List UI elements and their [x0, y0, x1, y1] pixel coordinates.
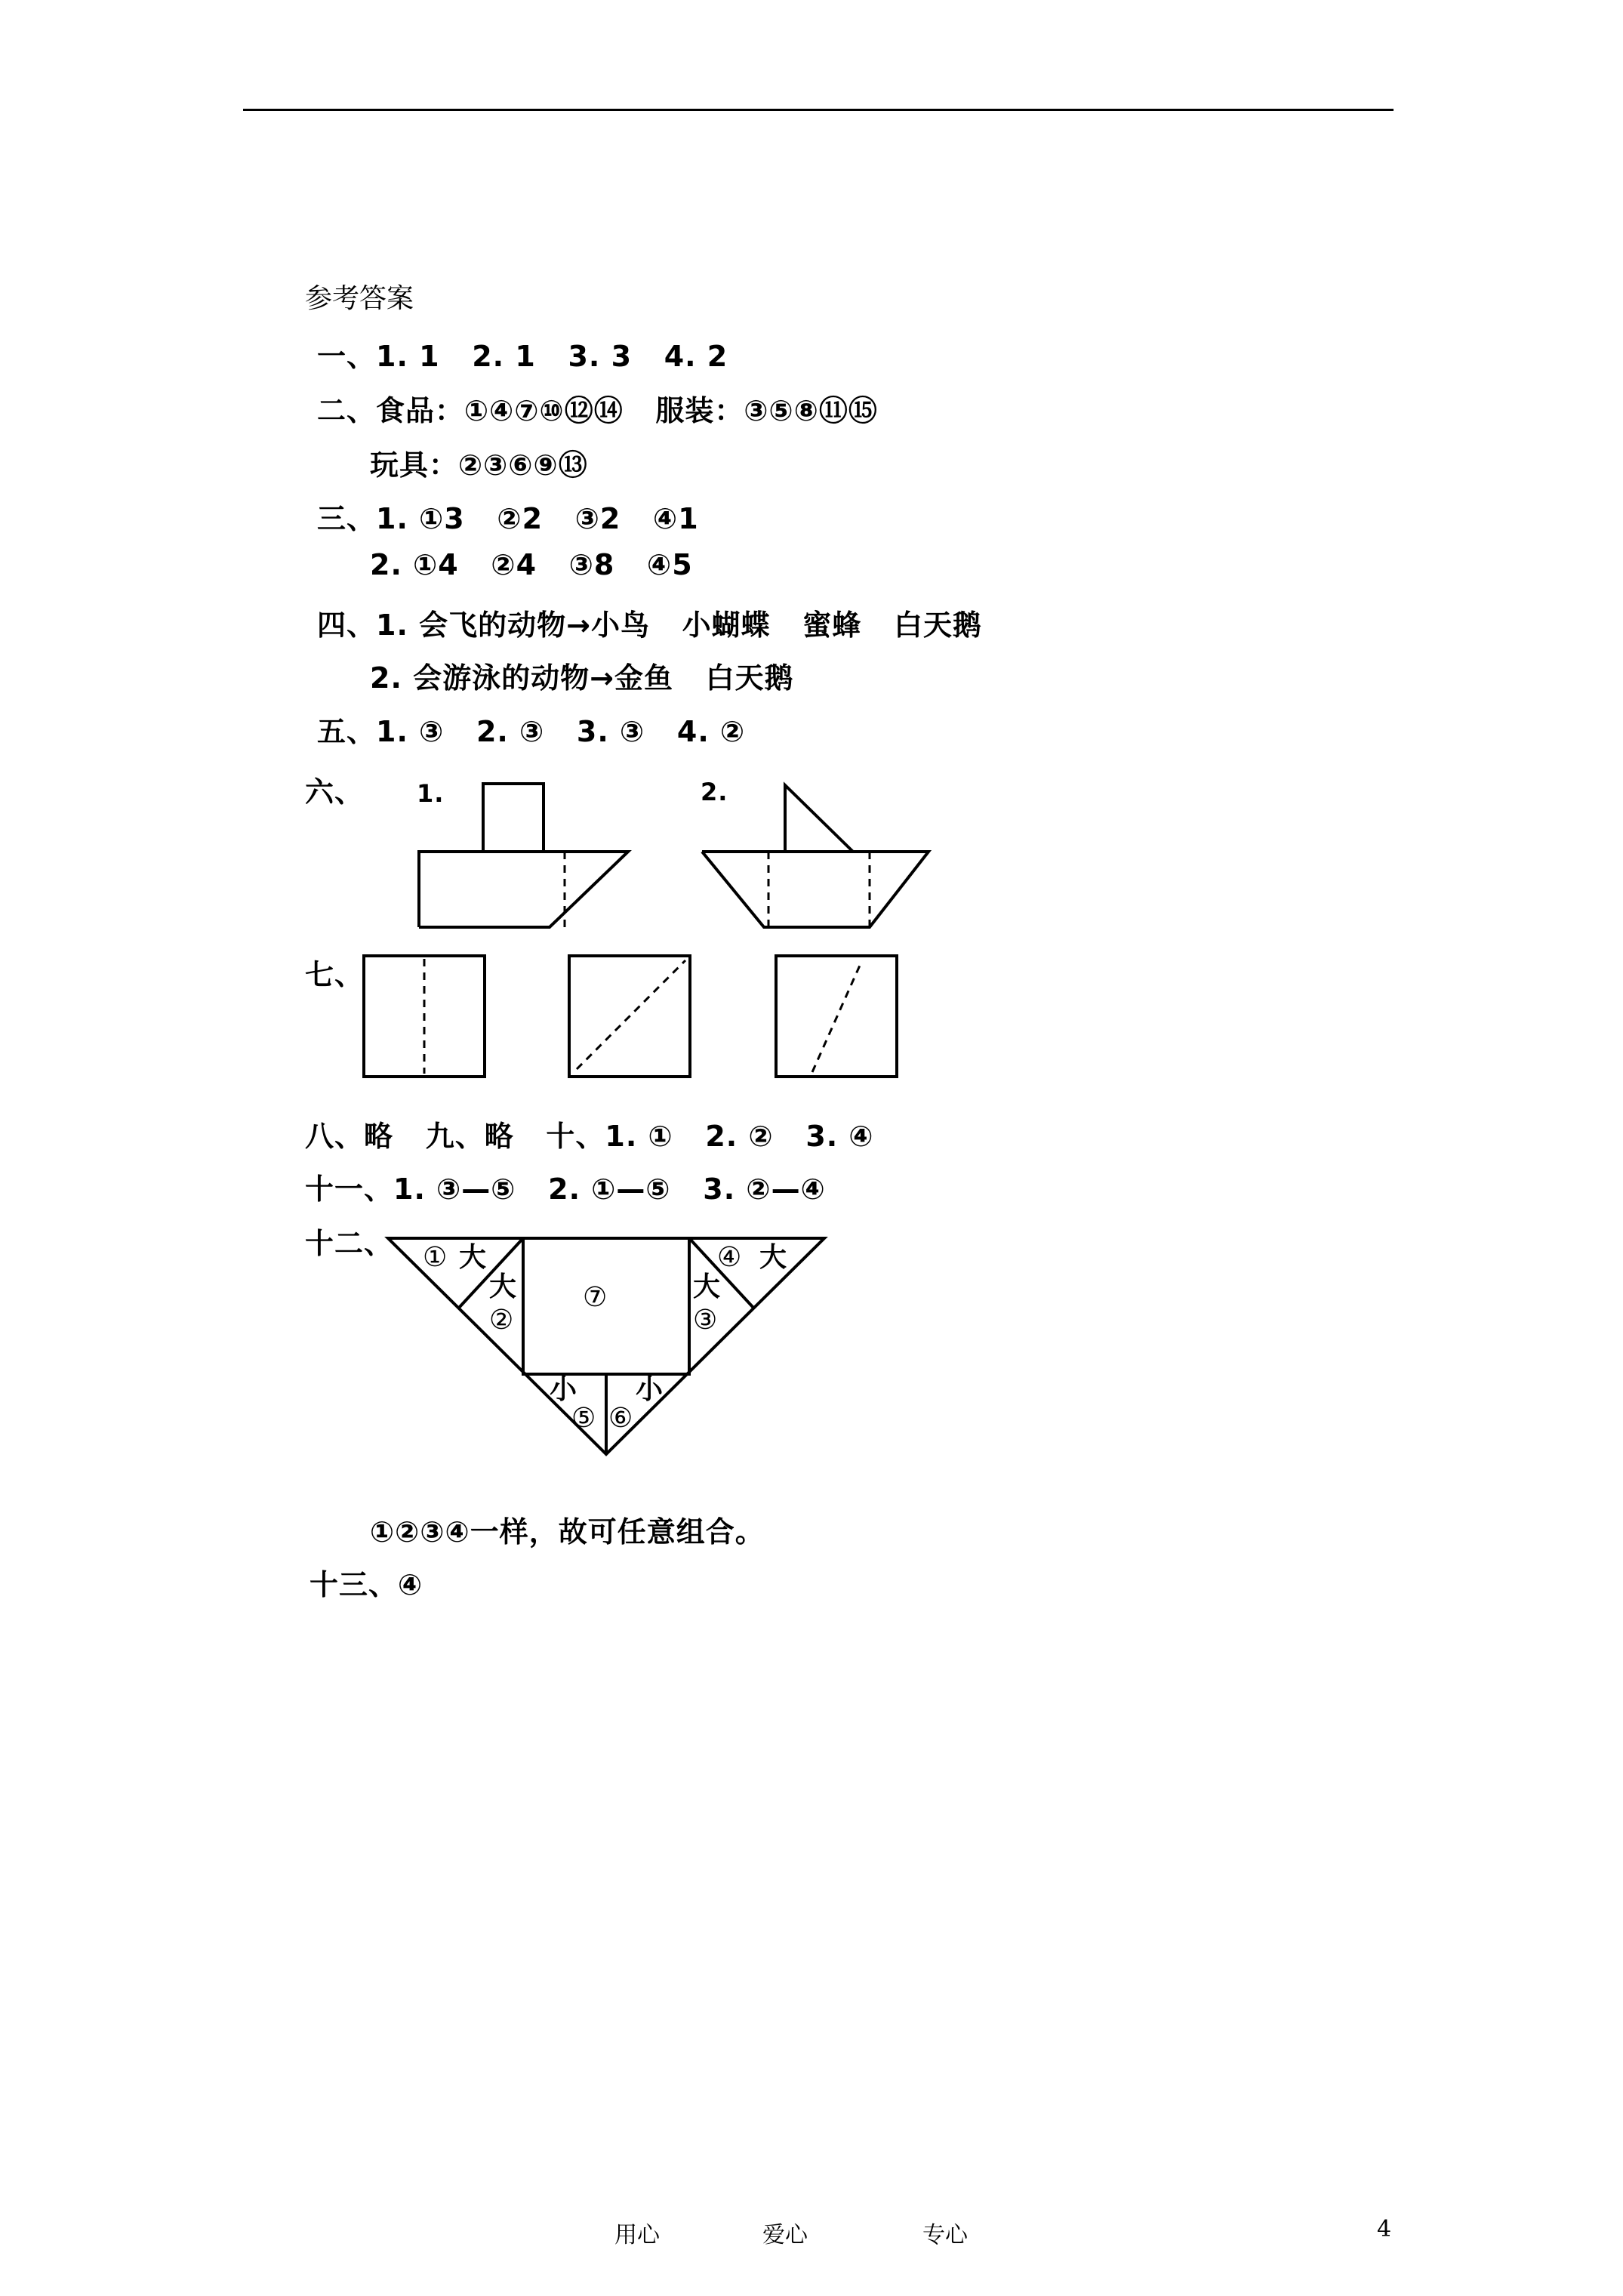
footer-text-2: 爱心: [762, 2222, 808, 2248]
tangram-piece-2-size: 大: [489, 1271, 517, 1302]
tangram-piece-4: ④: [717, 1242, 742, 1273]
answer-sections-8-10: 八、略 九、略 十、1. ① 2. ② 3. ④: [305, 1120, 874, 1153]
tangram-piece-5: ⑤: [571, 1403, 596, 1434]
tangram-piece-1: ①: [423, 1242, 448, 1273]
footer-text-3: 专心: [922, 2222, 968, 2248]
answer-section-13: 十三、④: [310, 1568, 423, 1601]
answer-section-2-toys: 玩具：②③⑥⑨⑬: [370, 448, 588, 482]
answer-section-2-food-clothing: 二、食品：①④⑦⑩⑫⑭ 服装：③⑤⑧⑪⑮: [317, 394, 878, 427]
section-7-label: 七、: [305, 958, 365, 991]
tangram-piece-4-size: 大: [759, 1242, 787, 1273]
answer-section-5: 五、1. ③ 2. ③ 3. ③ 4. ②: [317, 715, 746, 748]
section-6-figure-2-label: 2.: [701, 778, 728, 806]
tangram-piece-1-size: 大: [459, 1242, 487, 1273]
answer-section-3-part-1: 三、1. ①3 ②2 ③2 ④1: [317, 502, 699, 535]
section-12-note: ①②③④一样，故可任意组合。: [370, 1515, 765, 1549]
answer-section-3-part-2: 2. ①4 ②4 ③8 ④5: [370, 548, 693, 581]
tangram-piece-6: ⑥: [608, 1403, 633, 1434]
answer-section-4-part-1: 四、1. 会飞的动物→小鸟 小蝴蝶 蜜蜂 白天鹅: [317, 609, 983, 642]
tangram-piece-7: ⑦: [583, 1282, 608, 1313]
tangram-piece-3: ③: [693, 1305, 718, 1336]
section-6-figure-2: [702, 785, 929, 927]
answer-section-1: 一、1. 1 2. 1 3. 3 4. 2: [317, 340, 728, 373]
tangram-piece-3-size: 大: [693, 1271, 721, 1302]
answer-section-4-part-2: 2. 会游泳的动物→金鱼 白天鹅: [370, 661, 794, 695]
tangram-piece-6-size: 小: [636, 1374, 664, 1405]
section-7-square-3: [776, 956, 897, 1077]
tangram-piece-2: ②: [489, 1305, 514, 1336]
section-6-figure-1: [419, 784, 628, 927]
section-7-square-2: [569, 956, 690, 1077]
section-6-label: 六、: [305, 775, 365, 809]
page-number: 4: [1377, 2216, 1392, 2242]
footer-text-1: 用心: [614, 2222, 660, 2248]
section-7-square-1: [364, 956, 485, 1077]
section-6-figure-1-label: 1.: [417, 779, 445, 808]
answer-section-11: 十一、1. ③—⑤ 2. ①—⑤ 3. ②—④: [305, 1173, 826, 1206]
page-title: 参考答案: [305, 283, 414, 314]
tangram-piece-5-size: 小: [550, 1374, 577, 1405]
section-12-label: 十二、: [305, 1227, 394, 1260]
